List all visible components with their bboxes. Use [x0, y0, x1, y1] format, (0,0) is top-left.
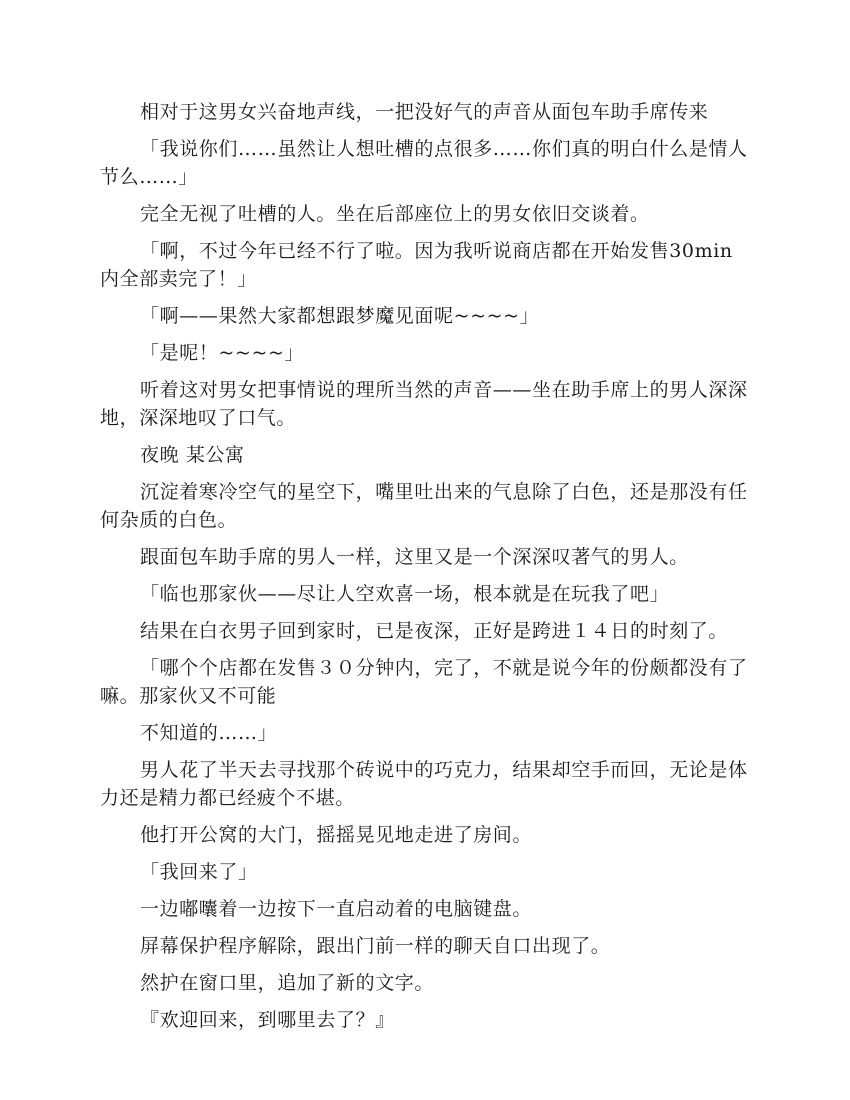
- paragraph: 沉淀着寒冷空气的星空下，嘴里吐出来的气息除了白色，还是那没有任何杂质的白色。: [100, 481, 748, 531]
- paragraph: 「哪个个店都在发售３０分钟内，完了，不就是说今年的份颇都没有了嘛。那家伙又不可能: [100, 657, 748, 707]
- scene-heading: 夜晚 某公寓: [140, 444, 245, 466]
- paragraph: 跟面包车助手席的男人一样，这里又是一个深深叹著气的男人。: [140, 546, 689, 568]
- paragraph: 他打开公窝的大门，摇摇晃见地走进了房间。: [140, 824, 533, 846]
- paragraph: 「啊，不过今年已经不行了啦。因为我听说商店都在开始发售30min内全部卖完了！」: [100, 240, 733, 290]
- paragraph: 然护在窗口里，追加了新的文字。: [140, 972, 435, 994]
- paragraph: 一边嘟囔着一边按下一直启动着的电脑键盘。: [140, 898, 533, 920]
- paragraph: 结果在白衣男子回到家时，已是夜深，正好是跨进１４日的时刻了。: [140, 620, 729, 642]
- paragraph: 男人花了半天去寻找那个砖说中的巧克力，结果却空手而回，无论是体力还是精力都已经疲个不堪。: [100, 759, 748, 809]
- paragraph: 「啊——果然大家都想跟梦魔见面呢~~~~」: [140, 305, 540, 327]
- paragraph: 「我说你们……虽然让人想吐槽的点很多……你们真的明白什么是情人节么……」: [100, 138, 748, 188]
- paragraph: 「是呢！~~~~」: [140, 342, 305, 364]
- paragraph-continuation: 不知道的……」: [140, 722, 278, 744]
- paragraph: 「临也那家伙——尽让人空欢喜一场，根本就是在玩我了吧」: [140, 583, 670, 605]
- document-body: [100, 98, 750, 1043]
- paragraph: 「我回来了」: [140, 861, 258, 883]
- paragraph: 相对于这男女兴奋地声线，一把没好气的声音从面包车助手席传来: [140, 101, 709, 123]
- paragraph: 『欢迎回来，到哪里去了？』: [140, 1009, 395, 1031]
- paragraph: 听着这对男女把事情说的理所当然的声音——坐在助手席上的男人深深地，深深地叹了口气。: [100, 379, 748, 429]
- paragraph: 屏幕保护程序解除，跟出门前一样的聊天自口出现了。: [140, 935, 611, 957]
- paragraph: 完全无视了吐槽的人。坐在后部座位上的男女依旧交谈着。: [140, 203, 650, 225]
